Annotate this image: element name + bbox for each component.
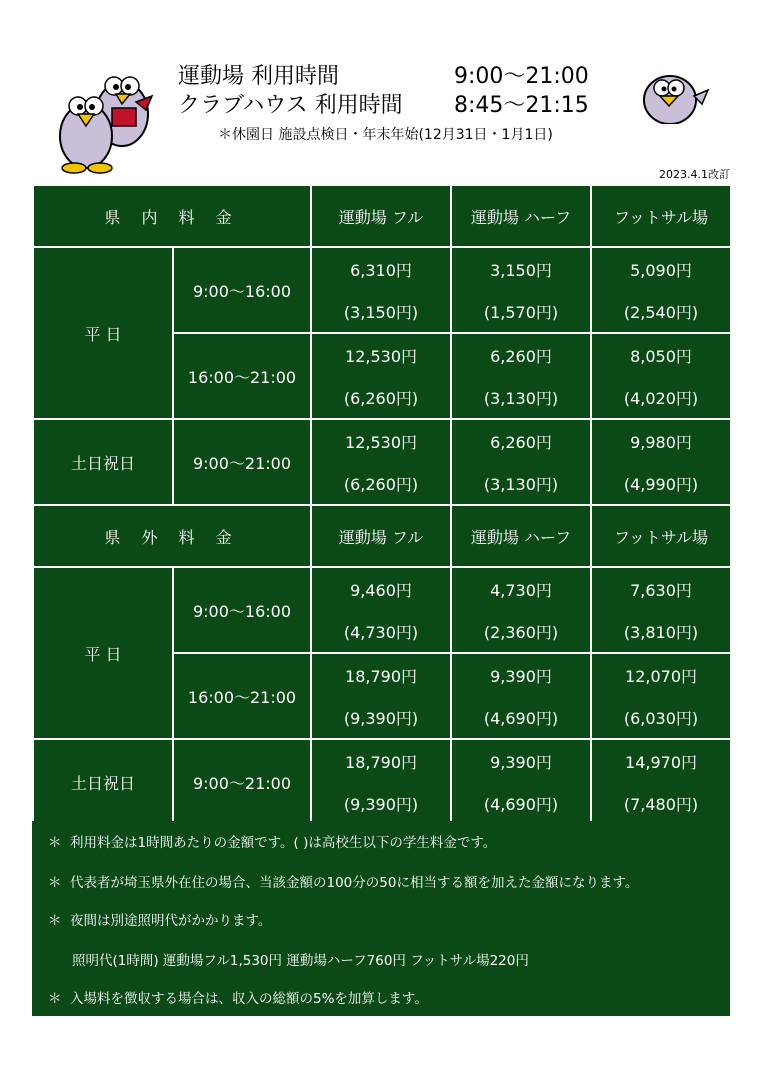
price-cell: 12,530円 (6,260円) [311,419,451,505]
mascot-birds-illustration [44,56,162,178]
mascot-bird-peeking-illustration [638,66,712,124]
price-cell: 12,070円 (6,030円) [591,653,731,739]
in-pref-title: 県 内 料 金 [33,185,311,247]
out-pref-title: 県 外 料 金 [33,505,311,567]
revision-date: 2023.4.1改訂 [659,168,730,181]
table-row [33,739,731,825]
clubhouse-hours-label: クラブハウス 利用時間 [178,93,403,118]
time-range: 16:00～21:00 [173,653,311,739]
ground-hours-value: 9:00～21:00 [454,64,589,89]
price-cell: 9,980円 (4,990円) [591,419,731,505]
col-ground-half: 運動場 ハーフ [451,505,591,567]
col-futsal: フットサル場 [591,185,731,247]
price-cell: 9,460円 (4,730円) [311,567,451,653]
note-2: ＊ 代表者が埼玉県外在住の場合、当該金額の100分の50に相当する額を加えた金額になります。 [48,875,639,891]
price-cell: 12,530円 (6,260円) [311,333,451,419]
time-range: 16:00～21:00 [173,333,311,419]
col-ground-full: 運動場 フル [311,505,451,567]
note-3: ＊ 夜間は別途照明代がかかります。 [48,913,272,929]
col-ground-half: 運動場 ハーフ [451,185,591,247]
price-cell: 4,730円 (2,360円) [451,567,591,653]
ground-hours-line [178,64,339,90]
notes-panel [32,821,730,1016]
out-pref-weekday-label: 平 日 [33,567,173,739]
time-range: 9:00～21:00 [173,419,311,505]
closed-days-note: ＊休園日 施設点検日・年末年始(12月31日・1月1日) [218,127,553,143]
table-row [33,419,731,505]
out-pref-holiday-label: 土日祝日 [33,739,173,825]
price-cell: 7,630円 (3,810円) [591,567,731,653]
table-row [33,247,731,333]
price-cell: 5,090円 (2,540円) [591,247,731,333]
time-range: 9:00～21:00 [173,739,311,825]
time-range: 9:00～16:00 [173,567,311,653]
price-cell: 18,790円 (9,390円) [311,739,451,825]
price-cell: 6,260円 (3,130円) [451,333,591,419]
in-pref-header-row [33,185,731,247]
ground-hours-label: 運動場 利用時間 [178,64,339,89]
note-4: ＊ 入場料を徴収する場合は、収入の総額の5%を加算します。 [48,991,428,1007]
clubhouse-hours-value: 8:45～21:15 [454,93,589,118]
price-cell: 9,390円 (4,690円) [451,653,591,739]
price-cell: 18,790円 (9,390円) [311,653,451,739]
price-cell: 14,970円 (7,480円) [591,739,731,825]
price-cell: 6,260円 (3,130円) [451,419,591,505]
time-range: 9:00～16:00 [173,247,311,333]
price-cell: 6,310円 (3,150円) [311,247,451,333]
price-cell: 9,390円 (4,690円) [451,739,591,825]
col-ground-full: 運動場 フル [311,185,451,247]
lighting-fees: 照明代(1時間) 運動場フル1,530円 運動場ハーフ760円 フットサル場220円 [72,953,529,969]
note-1: ＊ 利用料金は1時間あたりの金額です。( )は高校生以下の学生料金です。 [48,835,497,851]
table-row [33,567,731,653]
in-pref-holiday-label: 土日祝日 [33,419,173,505]
fee-table [32,184,732,826]
price-cell: 3,150円 (1,570円) [451,247,591,333]
price-cell: 8,050円 (4,020円) [591,333,731,419]
col-futsal: フットサル場 [591,505,731,567]
in-pref-weekday-label: 平 日 [33,247,173,419]
out-pref-header-row [33,505,731,567]
